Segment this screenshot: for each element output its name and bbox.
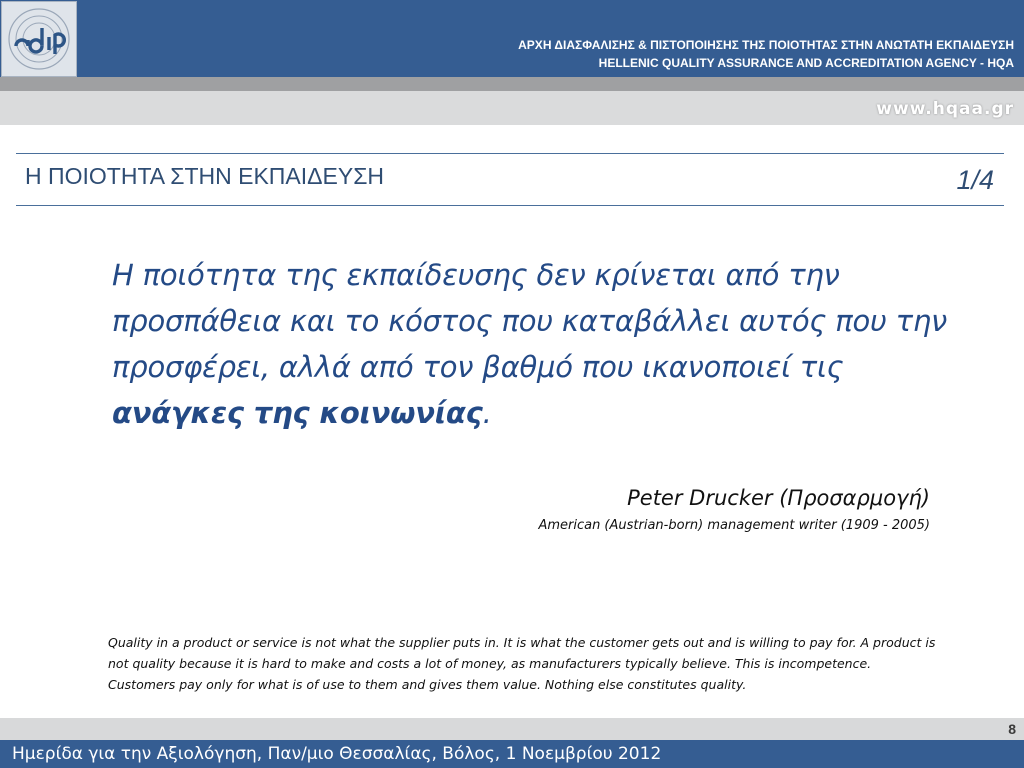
main-quote [112, 252, 952, 436]
quote-end: . [482, 396, 492, 430]
title-rule-bottom [16, 205, 1004, 206]
hqa-logo-icon [2, 2, 76, 76]
slide-title: Η ΠΟΙΟΤΗΤΑ ΣΤΗΝ ΕΚΠΑΙΔΕΥΣΗ [25, 163, 385, 189]
website-url[interactable]: www.hqaa.gr [876, 99, 1014, 119]
hqa-logo [1, 1, 77, 77]
footer-event-text: Ημερίδα για την Αξιολόγηση, Παν/μιο Θεσσαλίας, Βόλος, 1 Νοεμβρίου 2012 [12, 744, 662, 764]
original-quote-english: Quality in a product or service is not what the supplier puts in. It is what the customer gets out and is willing to pay for. A product is not quality because it is hard to make and costs a lot of money, as manufacturers typically believe. This is incompetence. Customers pay only for what is of use to them and gives them value. Nothing else constitutes quality. [108, 635, 936, 692]
page-number-bar [0, 718, 1024, 740]
agency-name-greek: ΑΡΧΗ ΔΙΑΣΦΑΛΙΣΗΣ & ΠΙΣΤΟΠΟΙΗΣΗΣ ΤΗΣ ΠΟΙΟΤΗΤΑΣ ΣΤΗΝ ΑΝΩΤΑΤΗ ΕΚΠΑΙΔΕΥΣΗ [518, 38, 1014, 52]
page-number: 8 [1008, 721, 1016, 737]
header-divider-band [0, 77, 1024, 91]
title-rule-top [16, 153, 1004, 154]
author-description: American (Austrian-born) management writer (1909 - 2005) [538, 518, 930, 533]
quote-text: Η ποιότητα της εκπαίδευσης δεν κρίνεται από την προσπάθεια και το κόστος που καταβάλλει αυτός που την προσφέρει, αλλά από τον βαθμό που ικανοποιεί τις [112, 258, 948, 384]
website-band [0, 91, 1024, 125]
quote-author: Peter Drucker (Προσαρμογή) [627, 486, 930, 510]
slide-counter: 1/4 [956, 165, 994, 195]
agency-name-english: HELLENIC QUALITY ASSURANCE AND ACCREDITATION AGENCY - HQA [598, 56, 1014, 70]
quote-emphasis: ανάγκες της κοινωνίας [112, 396, 483, 430]
